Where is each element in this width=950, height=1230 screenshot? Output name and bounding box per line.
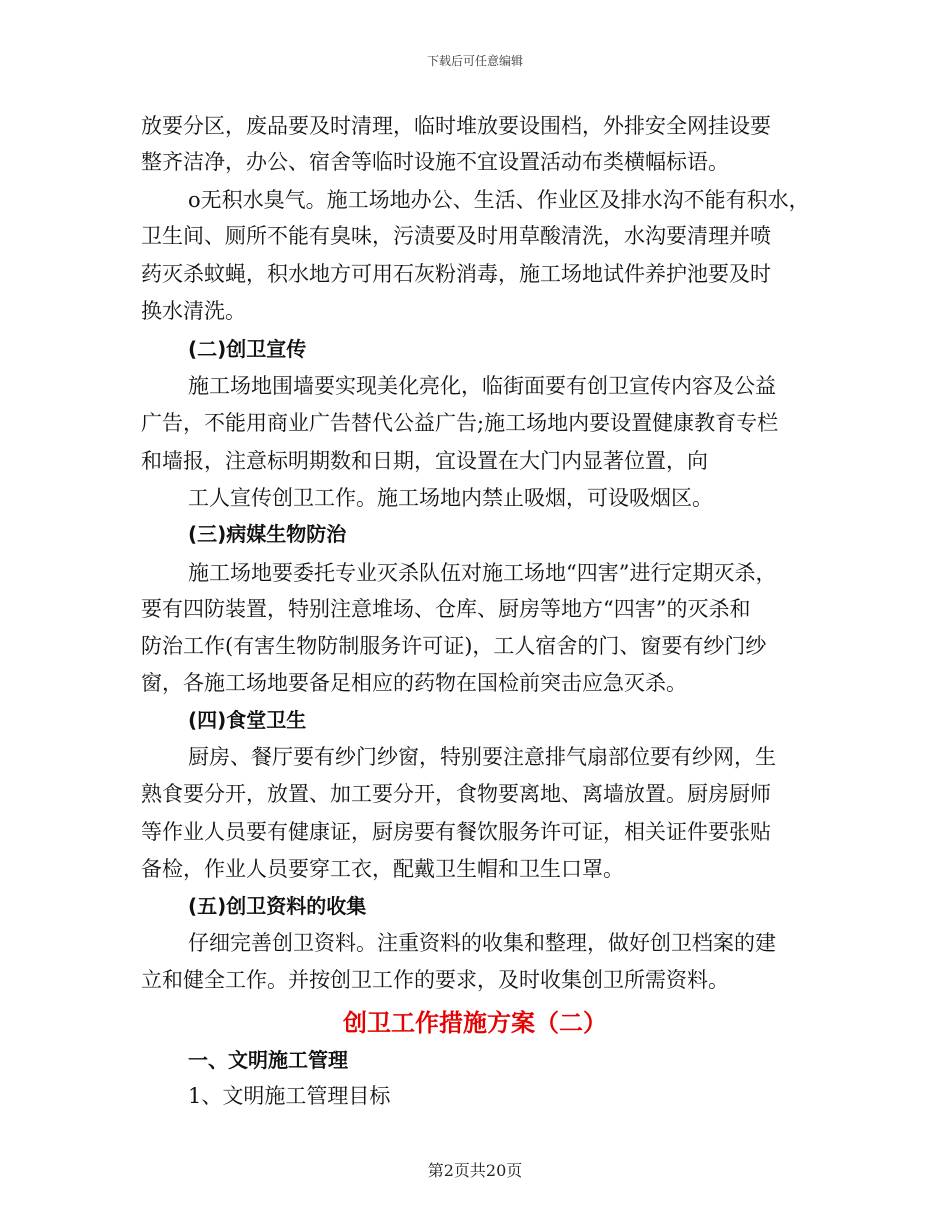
subheading: (二)创卫宣传 — [188, 337, 307, 361]
body-line: 放要分区，废品要及时清理，临时堆放要设围档，外排安全网挂设要 — [141, 114, 771, 138]
body-line: 熟食要分开，放置、加工要分开，食物要离地、离墙放置。厨房厨师 — [141, 782, 771, 806]
body-line: 施工场地要委托专业灭杀队伍对施工场地“四害”进行定期灭杀， — [188, 561, 777, 585]
body-line: 等作业人员要有健康证，厨房要有餐饮服务许可证，相关证件要张贴 — [141, 820, 771, 844]
body-line: 整齐洁净，办公、宿舍等临时设施不宜设置活动布类横幅标语。 — [141, 150, 729, 174]
body-line: 广告，不能用商业广告替代公益广告;施工场地内要设置健康教育专栏 — [141, 411, 779, 435]
body-line: 卫生间、厕所不能有臭味，污渍要及时用草酸清洗，水沟要清理并喷 — [141, 224, 771, 248]
body-line: 备检，作业人员要穿工衣，配戴卫生帽和卫生口罩。 — [141, 857, 624, 881]
page-header: 下载后可任意编辑 — [426, 54, 523, 68]
body-line: 施工场地围墙要实现美化亮化，临街面要有创卫宣传内容及公益 — [188, 374, 776, 398]
body-line: 药灭杀蚊蝇，积水地方可用石灰粉消毒，施工场地试件养护池要及时 — [141, 262, 771, 286]
body-line: 和墙报，注意标明期数和日期，宜设置在大门内显著位置，向 — [141, 449, 708, 473]
subheading: 一、文明施工管理 — [188, 1048, 348, 1072]
page-footer: 第2页共20页 — [427, 1161, 523, 1180]
subheading: (三)病媒生物防治 — [188, 522, 347, 546]
body-line: o无积水臭气。施工场地办公、生活、作业区及排水沟不能有积水， — [188, 188, 810, 212]
body-line: 仔细完善创卫资料。注重资料的收集和整理，做好创卫档案的建 — [188, 931, 776, 955]
body-line: 窗，各施工场地要备足相应的药物在国检前突击应急灭杀。 — [141, 671, 687, 695]
body-line: 要有四防装置，特别注意堆场、仓库、厨房等地方“四害”的灭杀和 — [141, 597, 751, 621]
body-line: 防治工作(有害生物防制服务许可证)，工人宿舍的门、窗要有纱门纱 — [141, 634, 767, 658]
body-line: 换水清洗。 — [141, 299, 246, 323]
body-line: 工人宣传创卫工作。施工场地内禁止吸烟，可设吸烟区。 — [188, 486, 713, 510]
section-title: 创卫工作措施方案（二） — [343, 1009, 607, 1037]
body-line: 厨房、餐厅要有纱门纱窗，特别要注意排气扇部位要有纱网，生 — [188, 745, 776, 769]
subheading: (四)食堂卫生 — [188, 708, 307, 732]
subheading: (五)创卫资料的收集 — [188, 894, 367, 918]
body-line: 立和健全工作。并按创卫工作的要求，及时收集创卫所需资料。 — [141, 968, 729, 992]
body-line: 1、文明施工管理目标 — [188, 1084, 391, 1108]
